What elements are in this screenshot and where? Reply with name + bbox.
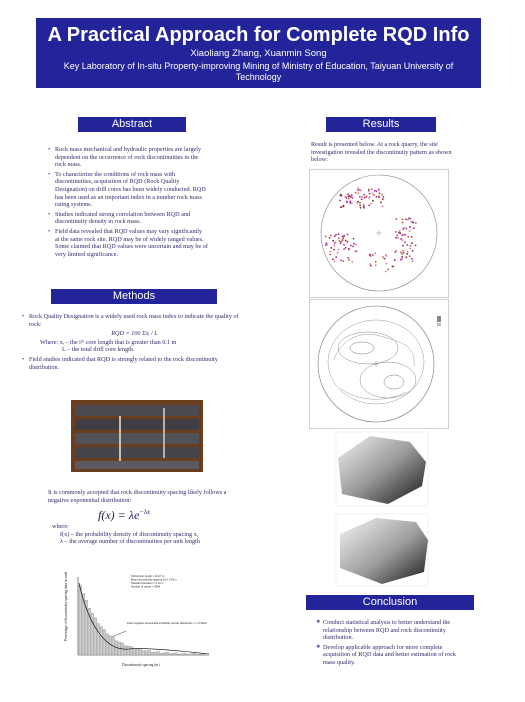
- methods-bullet: • Field studies indicated that RQD is strongly related to the rock discontinuity distribution.: [22, 356, 247, 371]
- stereonet-pole: [351, 261, 353, 263]
- stereonet-pole: [342, 236, 344, 238]
- abstract-bullet: • To characterize the conditions of rock mass with discontinuities, acquisition of RQD (Rock Quality Designation) on drill cores has been widely conducted. RQD has been used as an important index in a number rock mass rating systems.: [48, 171, 208, 209]
- histogram-bar: [136, 649, 139, 655]
- abstract-body: [48, 146, 208, 260]
- stereonet-pole: [347, 241, 349, 243]
- stereonet-pole: [368, 190, 370, 192]
- stereonet-pole: [402, 245, 404, 247]
- histogram-bar: [184, 653, 187, 655]
- stereonet-pole: [407, 219, 409, 221]
- stereonet-pole: [339, 200, 341, 202]
- stereonet-pole: [325, 236, 327, 238]
- stereonet-pole: [333, 249, 335, 251]
- histogram-bar: [109, 636, 112, 655]
- abstract-heading: Abstract: [78, 117, 186, 132]
- histogram-ylabel: Percentage of discontinuity spacing data in each bin: [64, 571, 68, 641]
- stereonet-pole: [369, 193, 371, 195]
- stereonet-pole: [351, 197, 353, 199]
- histogram-bar: [193, 653, 196, 655]
- stereonet-pole: [412, 260, 414, 262]
- stereonet-pole: [413, 227, 415, 229]
- stereonet-pole: [370, 255, 372, 257]
- histogram-bar: [130, 647, 133, 655]
- stereonet-pole: [337, 252, 339, 254]
- stereonet-pole: [402, 222, 404, 224]
- stereonet-pole: [374, 190, 376, 192]
- stereonet-pole: [370, 203, 372, 205]
- stereonet-pole: [342, 239, 344, 241]
- stereonet-pole: [399, 232, 401, 234]
- stereonet-pole: [405, 256, 407, 258]
- stereonet-pole: [402, 228, 404, 230]
- spacing-histogram: [64, 571, 214, 671]
- stereonet-pole: [402, 218, 404, 220]
- stereonet-pole: [409, 248, 411, 250]
- poster-affiliation: Key Laboratory of In-situ Property-improving Mining of Ministry of Education, Taiyuan University of Technology: [63, 61, 454, 82]
- stereonet-pole: [349, 195, 351, 197]
- stereonet-pole: [346, 201, 348, 203]
- histogram-bar: [88, 608, 91, 655]
- stereonet-pole: [357, 187, 359, 189]
- stereonet-pole: [334, 245, 336, 247]
- histogram-bar: [127, 646, 130, 655]
- histogram-svg: [64, 571, 214, 671]
- stereonet-pole: [334, 235, 336, 237]
- stereonet-pole: [340, 260, 342, 262]
- stereonet-pole: [332, 240, 334, 242]
- histogram-bar: [151, 652, 154, 655]
- stereonet-pole: [326, 242, 328, 244]
- conclusion-heading: Conclusion: [306, 595, 474, 610]
- stereonet-pole: [358, 190, 360, 192]
- stereonet-pole: [394, 259, 396, 261]
- stereonet-svg: [310, 170, 448, 297]
- stereonet-pole: [401, 258, 403, 260]
- spacing-text: It is commonly accepted that rock discontinuity spacing likely follows a negative exponential distribution:: [48, 489, 227, 504]
- stereonet-pole: [411, 236, 413, 238]
- stereonet-pole: [396, 235, 398, 237]
- stereonet-pole: [376, 196, 378, 198]
- stereonet-pole: [359, 202, 361, 204]
- rqd-where-1: Where: xᵢ – the iᵗʰ core length that is greater than 0.1 m: [40, 338, 177, 346]
- stereonet-pole: [375, 264, 377, 266]
- stereonet-pole: [409, 226, 411, 228]
- stereonet-pole: [371, 188, 373, 190]
- surface-plot-1: [332, 428, 432, 510]
- stereonet-pole: [395, 231, 397, 233]
- stereonet-pole: [373, 194, 375, 196]
- stereonet-pole: [340, 241, 342, 243]
- stereonet-pole: [401, 256, 403, 258]
- stereonet-pole: [359, 205, 361, 207]
- methods-heading: Methods: [51, 289, 217, 304]
- stereonet-pole: [338, 238, 340, 240]
- stereonet-pole: [347, 234, 349, 236]
- stereonet-pole: [372, 254, 374, 256]
- stereonet-pole: [329, 251, 331, 253]
- def-fx: f(x) – the probability density of discontinuity spacing x,: [60, 530, 199, 538]
- stereonet-pole: [340, 206, 342, 208]
- stereonet-pole: [330, 235, 332, 237]
- abstract-bullet: • Rock mass mechanical and hydraulic properties are largely dependent on the occurrence of rock discontinuities in the rock mass.: [48, 146, 208, 169]
- stereonet-pole: [372, 200, 374, 202]
- results-intro: Result is presented below. At a rock quarry, the site investigation revealed the discontinuity pattern as shown below:: [311, 141, 452, 164]
- stereonet-pole: [348, 198, 350, 200]
- stereonet-pole: [370, 265, 372, 267]
- histogram-bar: [166, 652, 169, 655]
- stereonet-pole: [406, 228, 408, 230]
- stereonet-pole: [381, 194, 383, 196]
- stereonet-pole: [329, 237, 331, 239]
- histogram-bar: [106, 634, 109, 655]
- stereonet-pole: [368, 205, 370, 207]
- stereonet-pole: [335, 256, 337, 258]
- histogram-bar: [181, 654, 184, 655]
- stereonet-pole: [348, 259, 350, 261]
- where-label: where:: [52, 523, 69, 530]
- stereonet-pole: [400, 238, 402, 240]
- stereonet-pole: [355, 244, 357, 246]
- surface-plot-2-svg: [332, 510, 432, 590]
- histogram-stat: Standard deviation = 0.12 m: [131, 582, 164, 585]
- histogram-bar: [163, 653, 166, 655]
- stereonet-pole: [407, 251, 409, 253]
- stereonet-pole: [363, 205, 365, 207]
- stereonet-panel: [309, 169, 449, 298]
- stereonet-pole: [411, 258, 413, 260]
- histogram-bar: [97, 624, 100, 655]
- stereonet-pole: [360, 190, 362, 192]
- histogram-bar: [169, 654, 172, 655]
- exp-formula-sup: −λx: [139, 508, 151, 516]
- stereonet-pole: [338, 249, 340, 251]
- stereonet-pole: [384, 258, 386, 260]
- stereonet-pole: [343, 237, 345, 239]
- stereonet-pole: [364, 197, 366, 199]
- histogram-bar: [154, 652, 157, 655]
- stereonet-pole: [361, 198, 363, 200]
- stereonet-pole: [395, 237, 397, 239]
- abstract-bullet: • Studies indicated strong correlation between RQD and discontinuity density in rock mass.: [48, 211, 208, 226]
- stereonet-pole: [356, 250, 358, 252]
- stereonet-pole: [338, 233, 340, 235]
- stereonet-pole: [346, 197, 348, 199]
- histogram-bar: [175, 653, 178, 655]
- methods-body: [22, 313, 247, 373]
- histogram-bar: [196, 654, 199, 655]
- stereonet-pole: [342, 260, 344, 262]
- stereonet-pole: [397, 237, 399, 239]
- stereonet-pole: [407, 236, 409, 238]
- stereonet-pole: [340, 242, 342, 244]
- conclusion-bullet: ❖ Conduct statistical analysis to better understand the relationship between RQD and rock discontinuity distribution.: [316, 619, 461, 642]
- stereonet-pole: [380, 201, 382, 203]
- histogram-bar: [190, 654, 193, 655]
- histogram-bar: [139, 649, 142, 655]
- rqd-formula: RQD = 100 Σxᵢ / L: [111, 330, 158, 338]
- stereonet-pole: [395, 218, 397, 220]
- stereonet-pole: [361, 196, 363, 198]
- stereonet-pole: [369, 263, 371, 265]
- stereonet-pole: [366, 196, 368, 198]
- histogram-bar: [100, 627, 103, 655]
- stereonet-pole: [375, 252, 377, 254]
- stereonet-pole: [409, 230, 411, 232]
- poster-title: A Practical Approach for Complete RQD Info: [47, 24, 470, 46]
- stereonet-pole: [363, 194, 365, 196]
- stereonet-pole: [352, 246, 354, 248]
- histogram-stat: Drill tendon length = 10.27 m: [131, 575, 165, 578]
- stereonet-pole: [363, 207, 365, 209]
- contour-svg: [310, 300, 448, 428]
- stereonet-pole: [369, 196, 371, 198]
- stereonet-pole: [412, 221, 414, 223]
- stereonet-pole: [353, 238, 355, 240]
- stereonet-pole: [382, 206, 384, 208]
- stereonet-pole: [402, 250, 404, 252]
- stereonet-pole: [400, 259, 402, 261]
- conclusion-body: [316, 619, 461, 669]
- stereonet-pole: [341, 195, 343, 197]
- fit-label: Fitted negative exponential probability density distribution, λ = 0.092m: [127, 622, 208, 625]
- stereonet-pole: [395, 251, 397, 253]
- poster-header: [36, 18, 481, 88]
- stereonet-pole: [335, 234, 337, 236]
- histogram-bar: [148, 651, 151, 655]
- histogram-bar: [103, 630, 106, 655]
- histogram-stat: Mean discontinuity spacing (λ) = 0.03 m: [131, 578, 177, 582]
- stereonet-pole: [404, 234, 406, 236]
- stereonet-pole: [330, 247, 332, 249]
- stereonet-pole: [372, 192, 374, 194]
- stereonet-pole: [411, 242, 413, 244]
- stereonet-pole: [345, 240, 347, 242]
- stereonet-pole: [334, 261, 336, 263]
- surface-plot-2: [332, 510, 432, 590]
- stereonet-pole: [376, 191, 378, 193]
- stereonet-pole: [343, 248, 345, 250]
- stereonet-pole: [401, 253, 403, 255]
- histogram-stat: Number of values = 3084: [131, 585, 161, 589]
- stereonet-pole: [345, 247, 347, 249]
- stereonet-pole: [351, 202, 353, 204]
- stereonet-pole: [412, 250, 414, 252]
- stereonet-pole: [375, 261, 377, 263]
- contour-panel: [309, 299, 449, 429]
- stereonet-pole: [353, 243, 355, 245]
- stereonet-pole: [385, 255, 387, 257]
- poster-authors: Xiaoliang Zhang, Xuanmin Song: [190, 48, 327, 59]
- stereonet-pole: [402, 234, 404, 236]
- abstract-bullet: • Field data revealed that RQD values may vary significantly at the same rock site. RQD may be of widely ranged values. Some claimed that RQD values were uncertain and may be of very limited significance.: [48, 228, 208, 258]
- stereonet-pole: [383, 196, 385, 198]
- stereonet-pole: [347, 257, 349, 259]
- stereonet-pole: [409, 255, 411, 257]
- stereonet-pole: [409, 218, 411, 220]
- histogram-bar: [199, 654, 202, 655]
- rqd-where-2: L – the total drill core length.: [62, 346, 135, 354]
- formula-definitions: [52, 523, 242, 546]
- histogram-bar: [79, 585, 82, 655]
- def-lambda: λ – the average number of discontinuities per unit length: [60, 538, 200, 546]
- stereonet-pole: [378, 189, 380, 191]
- stereonet-pole: [348, 249, 350, 251]
- stereonet-pole: [355, 192, 357, 194]
- drill-core-photo: [71, 400, 203, 472]
- histogram-bar: [142, 651, 145, 655]
- histogram-bar: [133, 649, 136, 655]
- stereonet-pole: [356, 202, 358, 204]
- conclusion-bullet: ❖ Develop applicable approach for more complete acquisition of RQD data and better estimation of rock mass quality.: [316, 644, 461, 667]
- histogram-bar: [187, 654, 190, 655]
- stereonet-pole: [343, 244, 345, 246]
- histogram-bar: [145, 651, 148, 655]
- stereonet-pole: [339, 240, 341, 242]
- stereonet-pole: [359, 196, 361, 198]
- stereonet-pole: [415, 222, 417, 224]
- histogram-bar: [172, 653, 175, 655]
- histogram-bar: [124, 646, 127, 655]
- stereonet-pole: [399, 230, 401, 232]
- histogram-bar: [160, 653, 163, 655]
- histogram-bar: [178, 654, 181, 655]
- exp-formula-main: f(x) = λe: [98, 508, 140, 522]
- stereonet-pole: [406, 253, 408, 255]
- stereonet-pole: [410, 245, 412, 247]
- stereonet-pole: [405, 218, 407, 220]
- stereonet-pole: [369, 254, 371, 256]
- surface-plot-1-svg: [332, 428, 432, 510]
- stereonet-pole: [387, 269, 389, 271]
- stereonet-pole: [332, 259, 334, 261]
- stereonet-pole: [357, 193, 359, 195]
- results-heading: Results: [326, 117, 436, 132]
- stereonet-pole: [415, 245, 417, 247]
- histogram-bar: [94, 618, 97, 655]
- stereonet-pole: [343, 206, 345, 208]
- stereonet-pole: [402, 239, 404, 241]
- stereonet-pole: [343, 235, 345, 237]
- stereonet-pole: [404, 241, 406, 243]
- stereonet-pole: [379, 192, 381, 194]
- stereonet-pole: [350, 245, 352, 247]
- stereonet-pole: [385, 271, 387, 273]
- histogram-bar: [157, 652, 160, 655]
- stereonet-pole: [382, 198, 384, 200]
- stereonet-pole: [334, 242, 336, 244]
- stereonet-pole: [351, 194, 353, 196]
- stereonet-pole: [347, 193, 349, 195]
- stereonet-pole: [329, 254, 331, 256]
- stereonet-pole: [403, 252, 405, 254]
- stereonet-pole: [406, 244, 408, 246]
- histogram-bar: [91, 613, 94, 655]
- stereonet-pole: [392, 266, 394, 268]
- methods-bullet: • Rock Quality Designation is a widely used rock mass index to indicate the quality of rock:: [22, 313, 247, 328]
- stereonet-pole: [386, 263, 388, 265]
- stereonet-pole: [360, 207, 362, 209]
- histogram-xlabel: Discontinuity spacing (m): [122, 663, 160, 667]
- stereonet-pole: [382, 256, 384, 258]
- stereonet-pole: [378, 195, 380, 197]
- exponential-formula: [98, 508, 150, 523]
